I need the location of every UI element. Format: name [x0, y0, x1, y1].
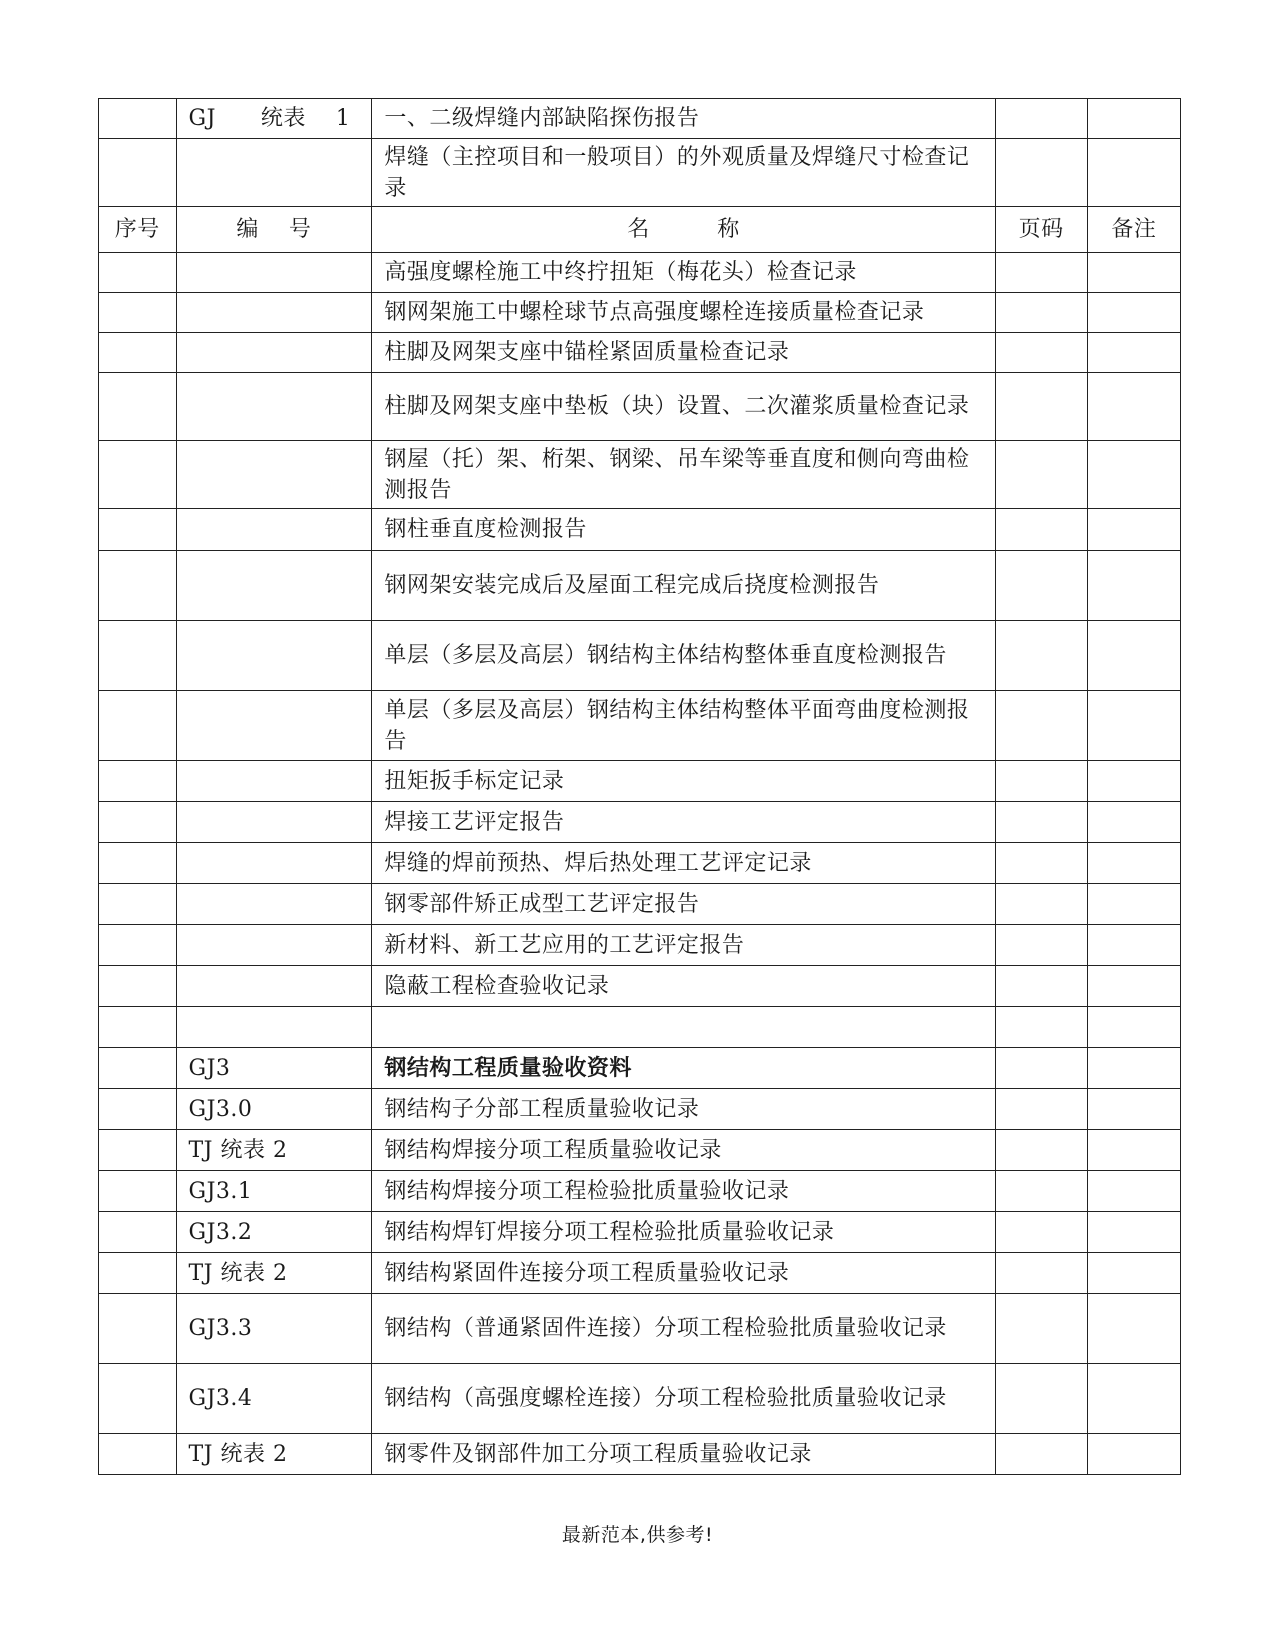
- page-cell: [995, 1212, 1087, 1253]
- name-cell: 焊接工艺评定报告: [372, 802, 995, 843]
- index-cell: [99, 925, 177, 966]
- name-cell: 钢结构焊钉焊接分项工程检验批质量验收记录: [372, 1212, 995, 1253]
- index-cell: [99, 1130, 177, 1171]
- index-cell: [99, 333, 177, 373]
- index-cell: [99, 1294, 177, 1364]
- table-row: [99, 1364, 1181, 1434]
- table-row: [99, 843, 1181, 884]
- table-row: [99, 1253, 1181, 1294]
- note-cell: [1087, 509, 1180, 551]
- name-cell: 单层（多层及高层）钢结构主体结构整体垂直度检测报告: [372, 621, 995, 691]
- note-cell: [1087, 1048, 1180, 1089]
- index-cell: [99, 843, 177, 884]
- code-cell: GJ3.1: [176, 1171, 372, 1212]
- table-row: [99, 1294, 1181, 1364]
- header-page: 页码: [995, 207, 1087, 253]
- index-cell: [99, 509, 177, 551]
- note-cell: [1087, 761, 1180, 802]
- name-cell: 钢零部件矫正成型工艺评定报告: [372, 884, 995, 925]
- note-cell: [1087, 1089, 1180, 1130]
- table-row: [99, 99, 1181, 139]
- name-cell: 柱脚及网架支座中垫板（块）设置、二次灌浆质量检查记录: [372, 373, 995, 441]
- name-cell: 高强度螺栓施工中终拧扭矩（梅花头）检查记录: [372, 253, 995, 293]
- code-cell: GJ3.4: [176, 1364, 372, 1434]
- name-cell: 钢结构（高强度螺栓连接）分项工程检验批质量验收记录: [372, 1364, 995, 1434]
- note-cell: [1087, 333, 1180, 373]
- note-cell: [1087, 843, 1180, 884]
- note-cell: [1087, 293, 1180, 333]
- table-row: [99, 509, 1181, 551]
- page-cell: [995, 1007, 1087, 1048]
- table-row: [99, 761, 1181, 802]
- note-cell: [1087, 551, 1180, 621]
- code-cell: TJ 统表 2: [176, 1434, 372, 1475]
- name-cell: 钢零件及钢部件加工分项工程质量验收记录: [372, 1434, 995, 1475]
- table-row: [99, 1048, 1181, 1089]
- code-cell: [176, 253, 372, 293]
- page-cell: [995, 1364, 1087, 1434]
- index-cell: [99, 761, 177, 802]
- page-cell: [995, 1294, 1087, 1364]
- table-row: [99, 139, 1181, 207]
- index-cell: [99, 1434, 177, 1475]
- index-cell: [99, 802, 177, 843]
- index-cell: [99, 1171, 177, 1212]
- code-cell: [176, 441, 372, 509]
- table-row: [99, 691, 1181, 761]
- note-cell: [1087, 99, 1180, 139]
- note-cell: [1087, 691, 1180, 761]
- index-cell: [99, 1089, 177, 1130]
- code-cell: [176, 802, 372, 843]
- table-row: [99, 966, 1181, 1007]
- header-index: 序号: [99, 207, 177, 253]
- code-cell: [176, 333, 372, 373]
- page-cell: [995, 884, 1087, 925]
- index-cell: [99, 293, 177, 333]
- name-cell: 钢柱垂直度检测报告: [372, 509, 995, 551]
- note-cell: [1087, 1171, 1180, 1212]
- code-cell: [176, 373, 372, 441]
- index-cell: [99, 1007, 177, 1048]
- name-cell: 焊缝（主控项目和一般项目）的外观质量及焊缝尺寸检查记录: [372, 139, 995, 207]
- code-cell: GJ3.3: [176, 1294, 372, 1364]
- name-cell: 钢屋（托）架、桁架、钢梁、吊车梁等垂直度和侧向弯曲检测报告: [372, 441, 995, 509]
- note-cell: [1087, 1253, 1180, 1294]
- code-cell: [176, 293, 372, 333]
- page-cell: [995, 1089, 1087, 1130]
- page-cell: [995, 551, 1087, 621]
- table-row: [99, 802, 1181, 843]
- index-cell: [99, 1364, 177, 1434]
- note-cell: [1087, 925, 1180, 966]
- code-cell: [176, 761, 372, 802]
- name-cell: 扭矩扳手标定记录: [372, 761, 995, 802]
- index-cell: [99, 441, 177, 509]
- code-cell: GJ3.2: [176, 1212, 372, 1253]
- table-row: [99, 1212, 1181, 1253]
- note-cell: [1087, 802, 1180, 843]
- code-cell: [176, 843, 372, 884]
- page-cell: [995, 441, 1087, 509]
- name-cell: 柱脚及网架支座中锚栓紧固质量检查记录: [372, 333, 995, 373]
- code-cell: TJ 统表 2: [176, 1253, 372, 1294]
- name-cell: 钢网架安装完成后及屋面工程完成后挠度检测报告: [372, 551, 995, 621]
- index-cell: [99, 551, 177, 621]
- index-cell: [99, 691, 177, 761]
- name-cell: 钢网架施工中螺栓球节点高强度螺栓连接质量检查记录: [372, 293, 995, 333]
- page-cell: [995, 761, 1087, 802]
- note-cell: [1087, 621, 1180, 691]
- name-cell: 钢结构紧固件连接分项工程质量验收记录: [372, 1253, 995, 1294]
- footer-note: 最新范本,供参考!: [561, 1524, 714, 1546]
- note-cell: [1087, 1434, 1180, 1475]
- note-cell: [1087, 1294, 1180, 1364]
- note-cell: [1087, 1130, 1180, 1171]
- name-cell: 单层（多层及高层）钢结构主体结构整体平面弯曲度检测报告: [372, 691, 995, 761]
- name-cell: 新材料、新工艺应用的工艺评定报告: [372, 925, 995, 966]
- table-row: [99, 333, 1181, 373]
- page-cell: [995, 509, 1087, 551]
- header-code: 编 号: [176, 207, 372, 253]
- index-cell: [99, 621, 177, 691]
- code-cell: [176, 621, 372, 691]
- name-cell: 焊缝的焊前预热、焊后热处理工艺评定记录: [372, 843, 995, 884]
- code-cell: [176, 925, 372, 966]
- table-row: [99, 293, 1181, 333]
- index-cell: [99, 139, 177, 207]
- code-cell: GJ 统表 1: [176, 99, 372, 139]
- page-cell: [995, 925, 1087, 966]
- page-cell: [995, 139, 1087, 207]
- table-row: [99, 1434, 1181, 1475]
- page-cell: [995, 1253, 1087, 1294]
- note-cell: [1087, 884, 1180, 925]
- page-cell: [995, 621, 1087, 691]
- table-row: [99, 1171, 1181, 1212]
- page-cell: [995, 1130, 1087, 1171]
- section-title: 钢结构工程质量验收资料: [372, 1048, 995, 1089]
- note-cell: [1087, 1007, 1180, 1048]
- page-cell: [995, 966, 1087, 1007]
- note-cell: [1087, 1364, 1180, 1434]
- name-cell: [372, 1007, 995, 1048]
- code-cell: TJ 统表 2: [176, 1130, 372, 1171]
- page-cell: [995, 333, 1087, 373]
- code-cell: [176, 551, 372, 621]
- table-row: [99, 1130, 1181, 1171]
- header-name: 名 称: [372, 207, 995, 253]
- page-cell: [995, 843, 1087, 884]
- code-cell: GJ3: [176, 1048, 372, 1089]
- table-row: [99, 551, 1181, 621]
- index-cell: [99, 884, 177, 925]
- note-cell: [1087, 441, 1180, 509]
- page-cell: [995, 293, 1087, 333]
- page-cell: [995, 1171, 1087, 1212]
- document-table: [98, 98, 1181, 1475]
- index-cell: [99, 253, 177, 293]
- index-cell: [99, 1048, 177, 1089]
- index-cell: [99, 99, 177, 139]
- index-cell: [99, 1253, 177, 1294]
- note-cell: [1087, 253, 1180, 293]
- page-cell: [995, 253, 1087, 293]
- index-cell: [99, 373, 177, 441]
- name-cell: 钢结构焊接分项工程质量验收记录: [372, 1130, 995, 1171]
- code-cell: [176, 509, 372, 551]
- table-row: [99, 621, 1181, 691]
- table-row: [99, 1007, 1181, 1048]
- page-cell: [995, 99, 1087, 139]
- table-row: [99, 373, 1181, 441]
- note-cell: [1087, 373, 1180, 441]
- code-cell: GJ3.0: [176, 1089, 372, 1130]
- name-cell: 一、二级焊缝内部缺陷探伤报告: [372, 99, 995, 139]
- note-cell: [1087, 1212, 1180, 1253]
- note-cell: [1087, 139, 1180, 207]
- table-row: [99, 253, 1181, 293]
- name-cell: 钢结构焊接分项工程检验批质量验收记录: [372, 1171, 995, 1212]
- table-row: [99, 441, 1181, 509]
- table-header-row: [99, 207, 1181, 253]
- code-cell: [176, 1007, 372, 1048]
- code-cell: [176, 691, 372, 761]
- index-cell: [99, 1212, 177, 1253]
- name-cell: 隐蔽工程检查验收记录: [372, 966, 995, 1007]
- note-cell: [1087, 966, 1180, 1007]
- index-cell: [99, 966, 177, 1007]
- page-cell: [995, 802, 1087, 843]
- name-cell: 钢结构（普通紧固件连接）分项工程检验批质量验收记录: [372, 1294, 995, 1364]
- code-cell: [176, 139, 372, 207]
- code-cell: [176, 884, 372, 925]
- page-cell: [995, 373, 1087, 441]
- page-cell: [995, 1048, 1087, 1089]
- table-row: [99, 884, 1181, 925]
- page-cell: [995, 1434, 1087, 1475]
- code-cell: [176, 966, 372, 1007]
- header-note: 备注: [1087, 207, 1180, 253]
- page-cell: [995, 691, 1087, 761]
- table-row: [99, 1089, 1181, 1130]
- name-cell: 钢结构子分部工程质量验收记录: [372, 1089, 995, 1130]
- table-row: [99, 925, 1181, 966]
